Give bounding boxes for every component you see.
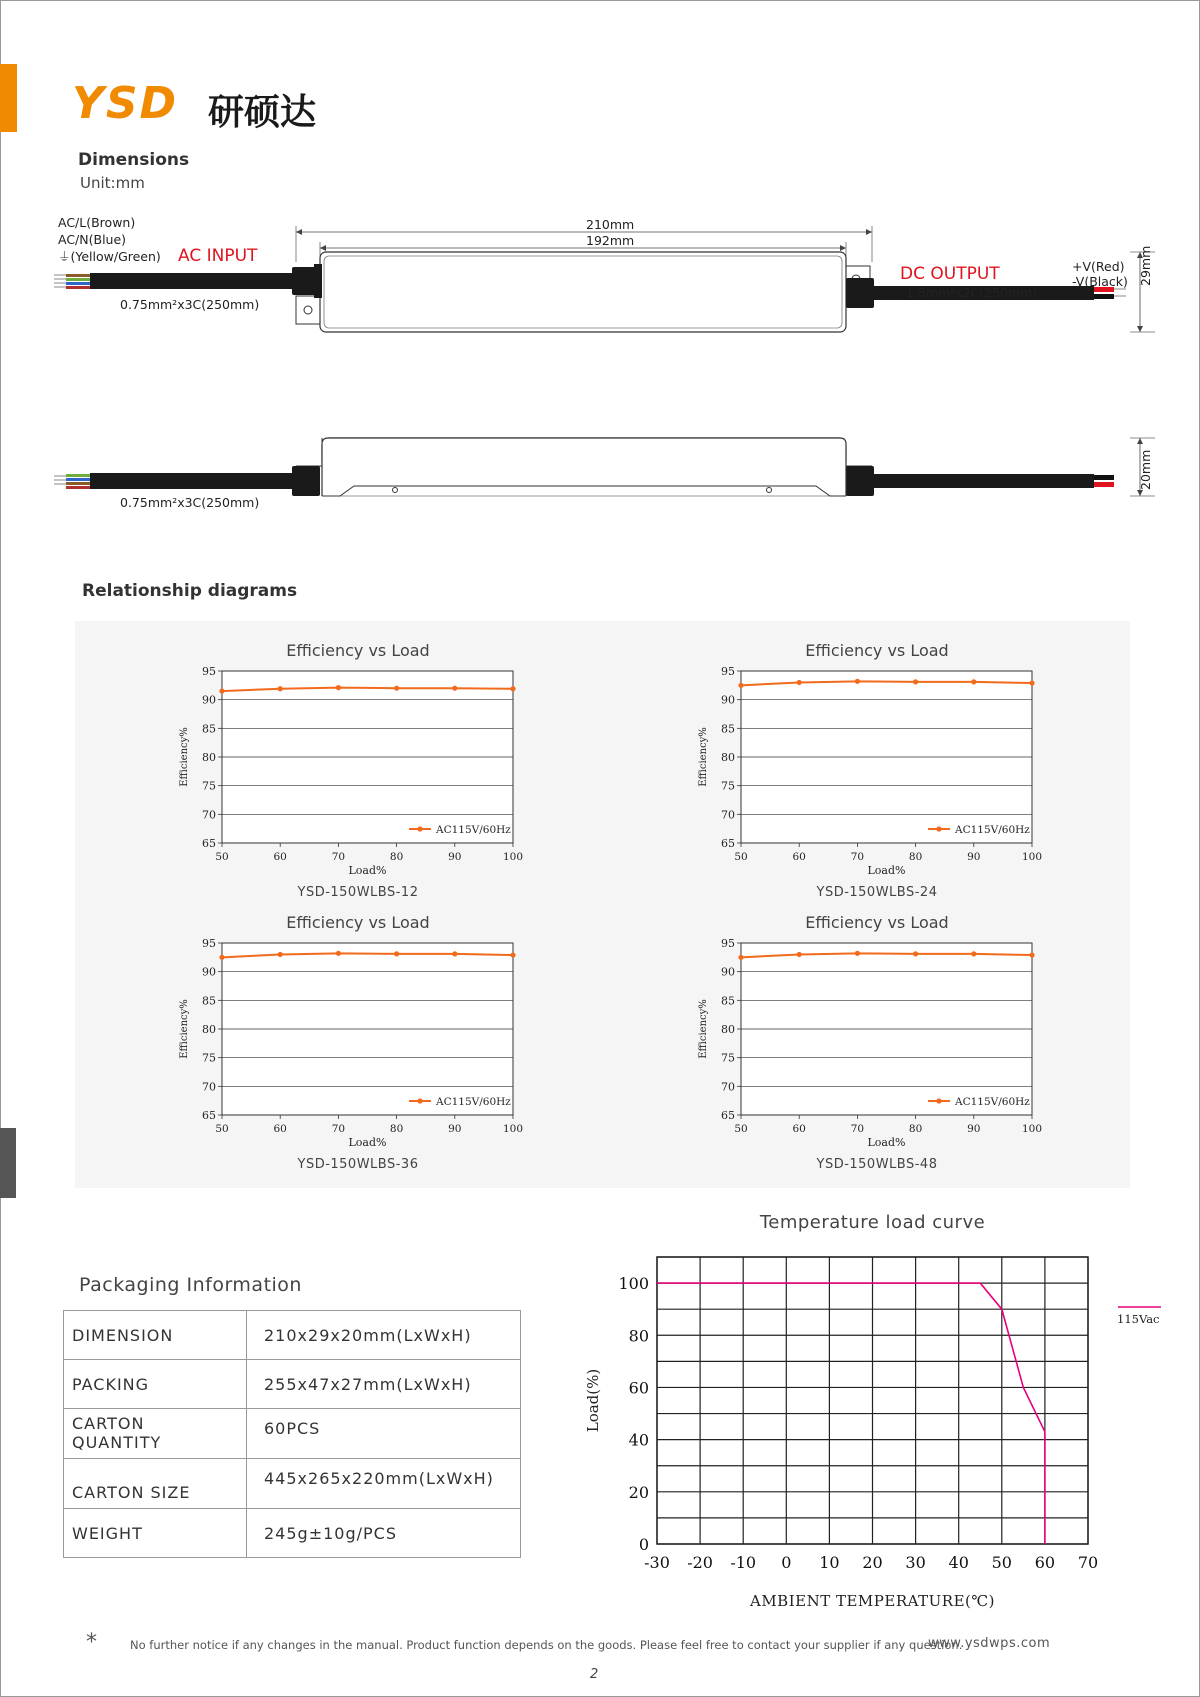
- legend-label: 115Vac: [1117, 1312, 1160, 1326]
- x-axis-label: Load%: [867, 864, 906, 877]
- ac-wire-n: AC/N(Blue): [58, 232, 127, 247]
- chart-2-model: YSD-150WLBS-24: [816, 885, 938, 900]
- pack-value: 245g±10g/PCS: [247, 1509, 521, 1558]
- y-tick-label: 80: [721, 751, 735, 764]
- y-tick-label: 80: [721, 1023, 735, 1036]
- efficiency-chart-2: [694, 664, 1054, 886]
- temperature-chart-title: Temperature load curve: [759, 1212, 986, 1233]
- y-tick-label: 80: [202, 1023, 216, 1036]
- x-tick-label: 60: [1034, 1553, 1056, 1572]
- data-point: [1029, 952, 1034, 957]
- x-tick-label: 20: [862, 1553, 883, 1572]
- y-tick-label: 80: [202, 751, 216, 764]
- x-tick-label: 50: [734, 1123, 748, 1135]
- x-tick-label: 100: [502, 851, 524, 863]
- dc-output-label: DC OUTPUT: [900, 264, 1000, 284]
- data-point: [336, 951, 341, 956]
- data-point: [452, 686, 457, 691]
- x-axis-label: Load%: [348, 864, 387, 877]
- y-tick-label: 75: [721, 779, 735, 793]
- y-tick-label: 90: [202, 965, 216, 979]
- dc-cable-spec: 1.5mm²x2C(250mm): [906, 285, 1038, 300]
- y-axis-label: Efficiency%: [179, 999, 190, 1059]
- x-axis-label: Load%: [867, 1136, 906, 1149]
- table-row: [64, 1459, 521, 1509]
- x-tick-label: 60: [273, 851, 287, 863]
- x-tick-label: 70: [1077, 1553, 1099, 1572]
- legend-label: AC115V/60Hz: [436, 824, 511, 836]
- side-housing: [320, 436, 850, 502]
- x-tick-label: 70: [331, 851, 346, 863]
- x-tick-label: 100: [1021, 1123, 1043, 1135]
- y-tick-label: 70: [202, 808, 216, 822]
- y-axis-label: Efficiency%: [179, 727, 190, 787]
- y-tick-label: 85: [202, 994, 216, 1008]
- pack-label: WEIGHT: [64, 1509, 247, 1558]
- x-tick-label: 80: [389, 851, 404, 863]
- pack-value: 60PCS: [247, 1409, 521, 1459]
- pack-label: DIMENSION: [64, 1311, 247, 1360]
- chart-2-title: Efficiency vs Load: [805, 641, 949, 660]
- x-tick-label: 60: [792, 851, 806, 863]
- data-point: [797, 952, 802, 957]
- x-tick-label: 70: [850, 1123, 865, 1135]
- chart-1-model: YSD-150WLBS-12: [297, 885, 419, 900]
- y-tick-label: 100: [618, 1274, 649, 1294]
- x-tick-label: 70: [850, 851, 865, 863]
- data-point: [394, 686, 399, 691]
- x-tick-label: 10: [819, 1553, 840, 1572]
- pack-label: CARTON QUANTITY: [64, 1409, 247, 1459]
- data-point: [971, 951, 976, 956]
- data-point: [219, 955, 224, 960]
- y-tick-label: 65: [721, 837, 735, 850]
- y-tick-label: 70: [202, 1080, 216, 1094]
- y-tick-label: 70: [721, 808, 735, 822]
- x-tick-label: 60: [792, 1123, 806, 1135]
- data-point: [510, 952, 515, 957]
- x-tick-label: 80: [389, 1123, 404, 1135]
- legend-label: AC115V/60Hz: [436, 1096, 511, 1108]
- pack-value: 255x47x27mm(LxWxH): [247, 1360, 521, 1409]
- x-tick-label: 0: [781, 1553, 792, 1572]
- ac-input-label: AC INPUT: [178, 246, 258, 266]
- ac-cable-spec: 0.75mm²x3C(250mm): [120, 297, 260, 312]
- data-point: [855, 679, 860, 684]
- y-tick-label: 65: [721, 1109, 735, 1122]
- unit-label: Unit:mm: [80, 174, 145, 192]
- data-point: [1029, 680, 1034, 685]
- x-tick-label: 50: [215, 851, 229, 863]
- table-row: [64, 1409, 521, 1459]
- x-tick-label: 90: [448, 851, 462, 863]
- table-row: [64, 1311, 521, 1360]
- x-tick-label: 80: [908, 851, 923, 863]
- legend-marker: [936, 1098, 941, 1103]
- dc-wire-list: [1072, 259, 1128, 289]
- legend-marker: [936, 826, 941, 831]
- pack-label: CARTON SIZE: [64, 1459, 247, 1509]
- y-tick-label: 90: [721, 693, 735, 707]
- footnote-star: *: [86, 1630, 97, 1655]
- dc-wire-negative: -V(Black): [1072, 274, 1128, 289]
- data-point: [219, 688, 224, 693]
- legend-label: AC115V/60Hz: [955, 824, 1030, 836]
- y-tick-label: 95: [721, 937, 735, 950]
- x-tick-label: 100: [1021, 851, 1043, 863]
- page-number: 2: [590, 1667, 599, 1682]
- ac-wire-list: [58, 214, 161, 265]
- x-tick-label: 50: [734, 851, 748, 863]
- ac-cable-spec-side: 0.75mm²x3C(250mm): [120, 495, 260, 510]
- efficiency-chart-3: [175, 936, 535, 1158]
- y-tick-label: 95: [202, 937, 216, 950]
- y-tick-label: 0: [638, 1535, 649, 1554]
- data-point: [913, 951, 918, 956]
- packaging-heading: Packaging Information: [79, 1274, 302, 1296]
- dc-cable-side: [872, 474, 1094, 488]
- y-axis-label: Efficiency%: [698, 727, 709, 787]
- y-tick-label: 75: [721, 1051, 735, 1065]
- data-point: [971, 679, 976, 684]
- x-axis-label: Load%: [348, 1136, 387, 1149]
- chart-4-model: YSD-150WLBS-48: [816, 1157, 938, 1172]
- x-tick-label: 40: [948, 1553, 969, 1572]
- temperature-chart: [570, 1240, 1190, 1610]
- length-total-label: 210mm: [586, 217, 635, 232]
- y-tick-label: 40: [628, 1430, 649, 1450]
- mount-ear-left: [296, 296, 322, 324]
- ac-wire-earth: ⏚(Yellow/Green): [58, 249, 161, 264]
- table-row: [64, 1509, 521, 1558]
- width-label: 29mm: [1138, 245, 1153, 286]
- relationship-heading: Relationship diagrams: [82, 581, 298, 601]
- data-point: [913, 679, 918, 684]
- data-point: [336, 685, 341, 690]
- data-point: [738, 683, 743, 688]
- side-grey-bar: [0, 1128, 16, 1198]
- legend-label: AC115V/60Hz: [955, 1096, 1030, 1108]
- ac-wire-l: AC/L(Brown): [58, 215, 136, 230]
- x-tick-label: 60: [273, 1123, 287, 1135]
- logo-chinese: 研硕达: [208, 92, 317, 133]
- x-tick-label: 70: [331, 1123, 346, 1135]
- y-tick-label: 75: [202, 1051, 216, 1065]
- x-tick-label: -10: [730, 1553, 757, 1572]
- y-tick-label: 60: [628, 1378, 649, 1398]
- side-accent-bar: [0, 64, 17, 132]
- y-tick-label: 70: [721, 1080, 735, 1094]
- y-tick-label: 85: [721, 722, 735, 736]
- ac-cable-side: [90, 473, 296, 489]
- y-tick-label: 65: [202, 837, 216, 850]
- logo-latin: YSD: [72, 78, 179, 129]
- y-tick-label: 95: [721, 665, 735, 678]
- pack-value: 445x265x220mm(LxWxH): [247, 1459, 521, 1509]
- data-point: [452, 951, 457, 956]
- x-tick-label: 30: [905, 1553, 926, 1572]
- x-tick-label: 90: [448, 1123, 462, 1135]
- y-tick-label: 90: [721, 965, 735, 979]
- x-axis-label: AMBIENT TEMPERATURE(℃): [749, 1592, 996, 1610]
- data-point: [738, 955, 743, 960]
- y-tick-label: 85: [721, 994, 735, 1008]
- y-tick-label: 20: [628, 1482, 649, 1502]
- efficiency-chart-1: [175, 664, 535, 886]
- table-row: [64, 1360, 521, 1409]
- x-tick-label: 50: [215, 1123, 229, 1135]
- dc-wire-positive: +V(Red): [1072, 259, 1125, 274]
- height-label: 20mm: [1138, 449, 1153, 490]
- y-tick-label: 80: [628, 1326, 649, 1346]
- y-tick-label: 95: [202, 665, 216, 678]
- footer-notice: No further notice if any changes in the manual. Product function depends on the goods. Please feel free to contact your supplier if any question.: [130, 1638, 963, 1652]
- pack-label: PACKING: [64, 1360, 247, 1409]
- legend-marker: [417, 826, 422, 831]
- packaging-table: [63, 1310, 521, 1558]
- length-body-label: 192mm: [586, 233, 635, 248]
- data-point: [278, 952, 283, 957]
- y-tick-label: 75: [202, 779, 216, 793]
- data-point: [510, 686, 515, 691]
- chart-4-title: Efficiency vs Load: [805, 913, 949, 932]
- housing-top: [320, 252, 846, 332]
- x-tick-label: 90: [967, 851, 981, 863]
- x-tick-label: -30: [644, 1553, 670, 1572]
- chart-3-model: YSD-150WLBS-36: [297, 1157, 419, 1172]
- x-tick-label: 80: [908, 1123, 923, 1135]
- y-tick-label: 85: [202, 722, 216, 736]
- pack-value: 210x29x20mm(LxWxH): [247, 1311, 521, 1360]
- x-tick-label: 100: [502, 1123, 524, 1135]
- dimensions-heading: Dimensions: [78, 150, 190, 170]
- chart-1-title: Efficiency vs Load: [286, 641, 430, 660]
- ac-cable: [90, 273, 296, 289]
- y-axis-label: Load(%): [584, 1368, 602, 1433]
- footer-website[interactable]: www.ysdwps.com: [928, 1636, 1051, 1651]
- x-tick-label: 50: [991, 1553, 1012, 1572]
- efficiency-chart-4: [694, 936, 1054, 1158]
- data-point: [278, 686, 283, 691]
- chart-3-title: Efficiency vs Load: [286, 913, 430, 932]
- y-tick-label: 90: [202, 693, 216, 707]
- data-point: [394, 951, 399, 956]
- y-axis-label: Efficiency%: [698, 999, 709, 1059]
- x-tick-label: 90: [967, 1123, 981, 1135]
- data-point: [855, 951, 860, 956]
- data-point: [797, 680, 802, 685]
- x-tick-label: -20: [687, 1553, 713, 1572]
- legend-marker: [417, 1098, 422, 1103]
- y-tick-label: 65: [202, 1109, 216, 1122]
